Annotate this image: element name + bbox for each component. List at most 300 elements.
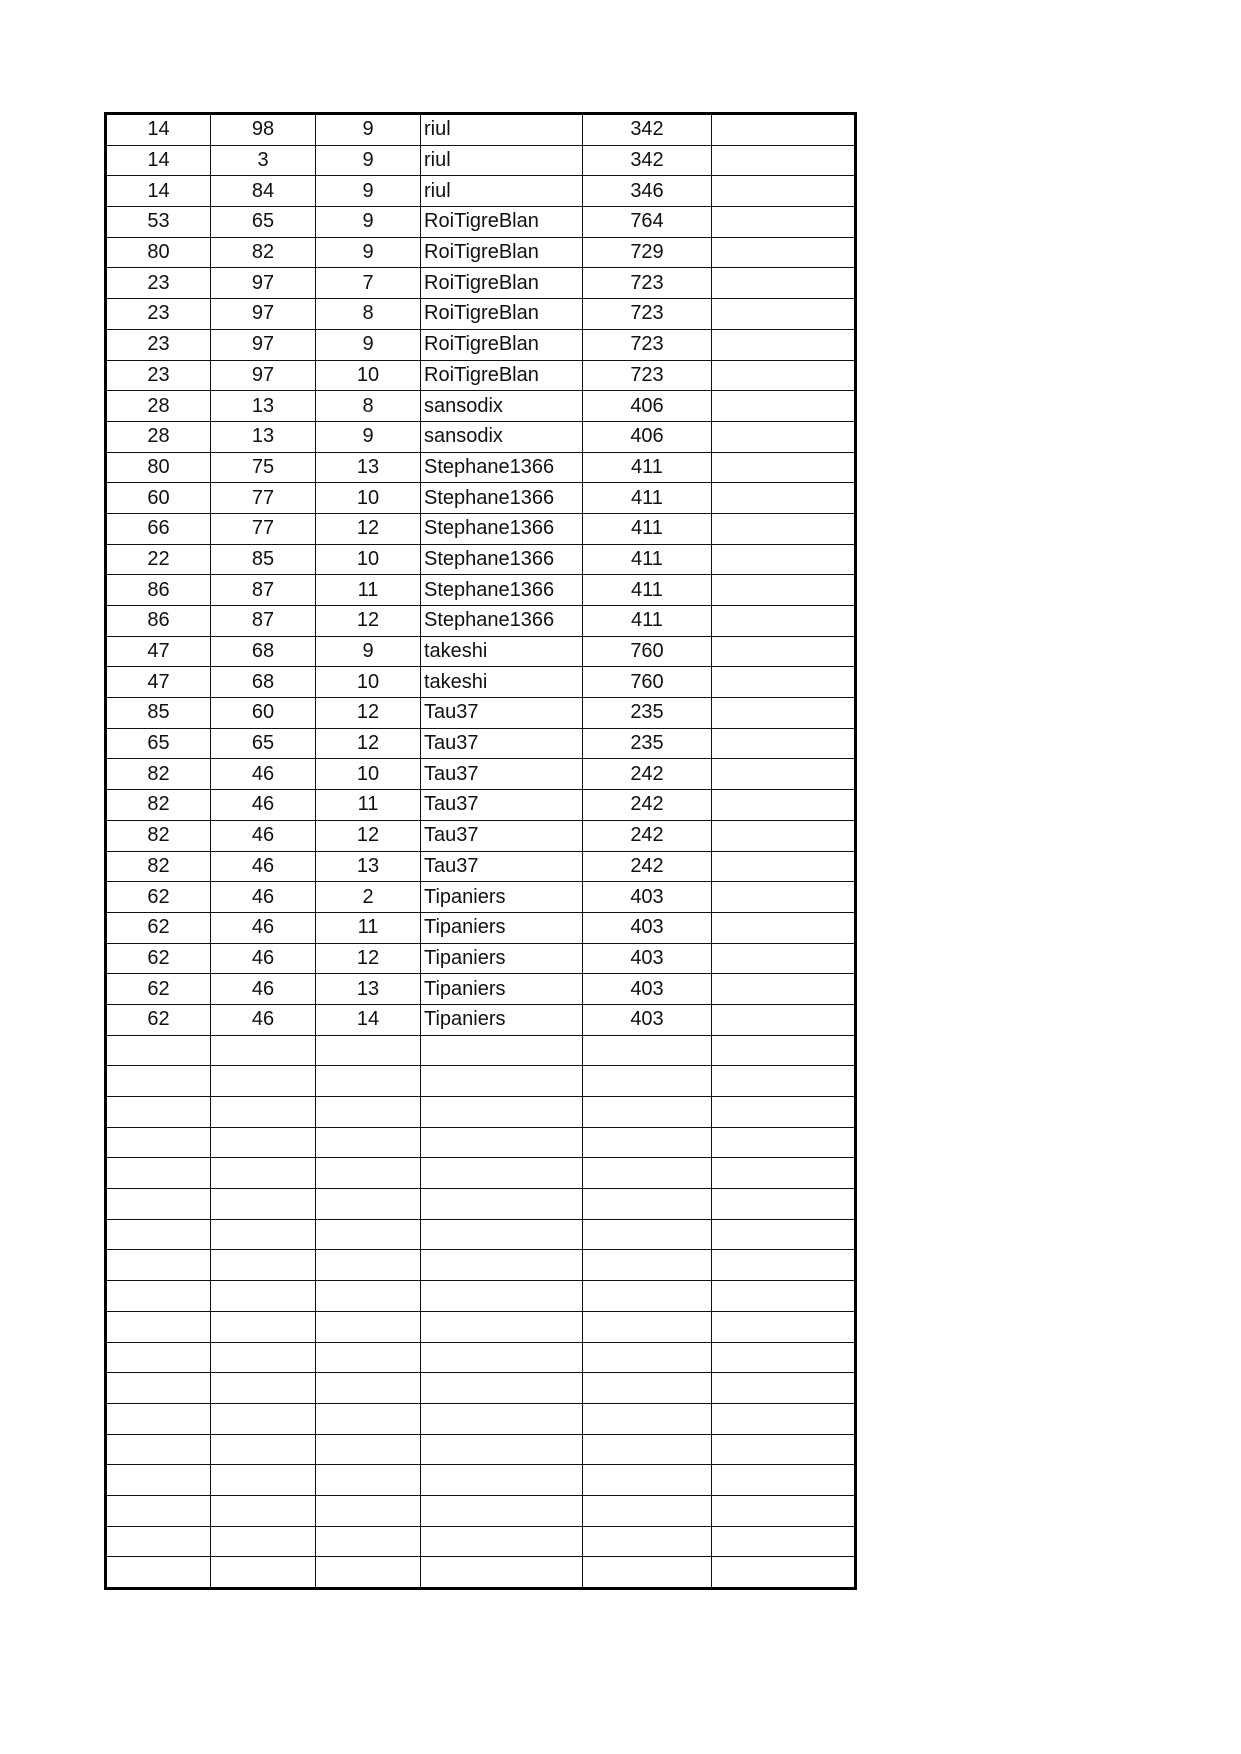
table-cell-col-b[interactable]: 60 [211, 698, 316, 729]
table-cell-name[interactable]: riul [421, 114, 583, 146]
table-cell-col-f[interactable] [712, 606, 856, 637]
table-cell-col-b[interactable] [211, 1526, 316, 1557]
table-cell-name[interactable]: takeshi [421, 667, 583, 698]
table-cell-col-b[interactable]: 46 [211, 851, 316, 882]
table-cell-col-b[interactable]: 68 [211, 667, 316, 698]
table-cell-col-a[interactable]: 23 [106, 360, 211, 391]
table-cell-col-a[interactable] [106, 1495, 211, 1526]
table-cell-col-f[interactable] [712, 1311, 856, 1342]
table-cell-col-b[interactable] [211, 1097, 316, 1128]
table-row [106, 698, 856, 729]
table-cell-col-b[interactable]: 3 [211, 145, 316, 176]
table-cell-col-c[interactable]: 9 [316, 145, 421, 176]
table-cell-col-a[interactable]: 82 [106, 759, 211, 790]
table-cell-col-b[interactable] [211, 1281, 316, 1312]
table-cell-col-f[interactable] [712, 1342, 856, 1373]
table-cell-col-f[interactable] [712, 1219, 856, 1250]
table-cell-col-f[interactable] [712, 268, 856, 299]
table-cell-name[interactable] [421, 1189, 583, 1220]
table-cell-col-f[interactable] [712, 698, 856, 729]
table-cell-col-b[interactable]: 46 [211, 974, 316, 1005]
table-cell-col-b[interactable] [211, 1189, 316, 1220]
table-cell-name[interactable]: Stephane1366 [421, 483, 583, 514]
table-cell-col-b[interactable]: 84 [211, 176, 316, 207]
table-cell-col-f[interactable] [712, 1281, 856, 1312]
table-cell-col-f[interactable] [712, 943, 856, 974]
table-cell-col-f[interactable] [712, 145, 856, 176]
table-cell-col-e[interactable]: 760 [583, 636, 712, 667]
empty-table-row [106, 1127, 856, 1158]
table-cell-col-a[interactable]: 85 [106, 698, 211, 729]
table-cell-col-f[interactable] [712, 1250, 856, 1281]
table-cell-col-b[interactable] [211, 1495, 316, 1526]
table-cell-col-b[interactable] [211, 1311, 316, 1342]
table-cell-col-a[interactable] [106, 1066, 211, 1097]
table-cell-col-f[interactable] [712, 1066, 856, 1097]
table-cell-col-c[interactable] [316, 1219, 421, 1250]
table-cell-name[interactable] [421, 1281, 583, 1312]
table-cell-name[interactable] [421, 1373, 583, 1404]
table-cell-col-a[interactable]: 53 [106, 207, 211, 238]
table-row [106, 237, 856, 268]
table-cell-col-f[interactable] [712, 1189, 856, 1220]
table-cell-col-a[interactable] [106, 1557, 211, 1589]
table-cell-name[interactable]: Tipaniers [421, 882, 583, 913]
table-cell-col-a[interactable] [106, 1373, 211, 1404]
table-cell-name[interactable] [421, 1342, 583, 1373]
table-cell-col-f[interactable] [712, 1127, 856, 1158]
table-cell-name[interactable]: sansodix [421, 391, 583, 422]
table-cell-col-e[interactable] [583, 1281, 712, 1312]
table-cell-col-f[interactable] [712, 1434, 856, 1465]
table-cell-name[interactable]: Tau37 [421, 698, 583, 729]
table-cell-col-a[interactable]: 82 [106, 851, 211, 882]
table-cell-col-f[interactable] [712, 1373, 856, 1404]
table-cell-col-b[interactable]: 46 [211, 912, 316, 943]
table-cell-col-c[interactable]: 9 [316, 237, 421, 268]
table-cell-col-a[interactable]: 86 [106, 575, 211, 606]
table-cell-col-b[interactable] [211, 1035, 316, 1066]
table-cell-col-f[interactable] [712, 667, 856, 698]
table-cell-name[interactable]: RoiTigreBlan [421, 207, 583, 238]
table-cell-col-c[interactable] [316, 1097, 421, 1128]
table-cell-col-c[interactable]: 10 [316, 360, 421, 391]
table-cell-col-b[interactable]: 68 [211, 636, 316, 667]
table-cell-col-b[interactable] [211, 1434, 316, 1465]
table-cell-col-c[interactable]: 11 [316, 790, 421, 821]
table-cell-col-e[interactable] [583, 1557, 712, 1589]
table-cell-col-e[interactable] [583, 1373, 712, 1404]
table-cell-col-f[interactable] [712, 452, 856, 483]
table-cell-col-c[interactable]: 9 [316, 176, 421, 207]
table-cell-col-c[interactable]: 9 [316, 329, 421, 360]
table-cell-col-b[interactable]: 97 [211, 329, 316, 360]
table-cell-name[interactable] [421, 1158, 583, 1189]
table-cell-col-e[interactable]: 760 [583, 667, 712, 698]
table-cell-col-c[interactable] [316, 1281, 421, 1312]
table-cell-col-c[interactable]: 7 [316, 268, 421, 299]
table-cell-col-a[interactable] [106, 1219, 211, 1250]
table-cell-col-e[interactable]: 764 [583, 207, 712, 238]
table-cell-col-a[interactable]: 62 [106, 1004, 211, 1035]
table-cell-col-f[interactable] [712, 391, 856, 422]
table-cell-col-b[interactable]: 87 [211, 606, 316, 637]
table-cell-col-f[interactable] [712, 1495, 856, 1526]
table-cell-col-b[interactable]: 77 [211, 483, 316, 514]
table-cell-col-f[interactable] [712, 1526, 856, 1557]
table-cell-col-b[interactable]: 77 [211, 513, 316, 544]
table-cell-col-c[interactable] [316, 1158, 421, 1189]
table-cell-col-f[interactable] [712, 421, 856, 452]
table-row [106, 820, 856, 851]
table-cell-name[interactable]: Tau37 [421, 851, 583, 882]
table-cell-col-a[interactable]: 66 [106, 513, 211, 544]
table-cell-col-a[interactable]: 62 [106, 974, 211, 1005]
table-cell-name[interactable]: Tipaniers [421, 1004, 583, 1035]
table-cell-name[interactable]: takeshi [421, 636, 583, 667]
table-cell-col-c[interactable]: 9 [316, 207, 421, 238]
table-cell-col-e[interactable] [583, 1189, 712, 1220]
table-cell-col-f[interactable] [712, 1097, 856, 1128]
table-cell-col-f[interactable] [712, 237, 856, 268]
table-cell-col-b[interactable] [211, 1066, 316, 1097]
table-cell-name[interactable]: RoiTigreBlan [421, 299, 583, 330]
table-cell-col-c[interactable]: 10 [316, 667, 421, 698]
table-cell-col-b[interactable]: 98 [211, 114, 316, 146]
table-cell-col-e[interactable]: 342 [583, 114, 712, 146]
table-cell-col-b[interactable]: 65 [211, 207, 316, 238]
table-cell-col-a[interactable] [106, 1189, 211, 1220]
table-cell-col-f[interactable] [712, 1158, 856, 1189]
table-cell-col-c[interactable]: 2 [316, 882, 421, 913]
table-cell-col-b[interactable]: 46 [211, 1004, 316, 1035]
table-cell-col-b[interactable] [211, 1465, 316, 1496]
table-row [106, 759, 856, 790]
table-cell-col-c[interactable]: 10 [316, 544, 421, 575]
table-cell-col-e[interactable]: 403 [583, 974, 712, 1005]
table-cell-name[interactable]: riul [421, 145, 583, 176]
table-cell-col-c[interactable] [316, 1250, 421, 1281]
table-cell-name[interactable] [421, 1127, 583, 1158]
table-cell-col-e[interactable]: 723 [583, 360, 712, 391]
table-cell-col-f[interactable] [712, 544, 856, 575]
table-cell-name[interactable]: Stephane1366 [421, 544, 583, 575]
table-cell-col-c[interactable] [316, 1465, 421, 1496]
table-cell-col-f[interactable] [712, 851, 856, 882]
table-cell-col-e[interactable] [583, 1127, 712, 1158]
table-cell-col-b[interactable] [211, 1373, 316, 1404]
table-cell-name[interactable]: RoiTigreBlan [421, 237, 583, 268]
table-cell-col-e[interactable]: 723 [583, 268, 712, 299]
table-cell-col-e[interactable] [583, 1434, 712, 1465]
table-cell-col-c[interactable]: 12 [316, 728, 421, 759]
table-cell-col-a[interactable] [106, 1250, 211, 1281]
table-cell-col-f[interactable] [712, 114, 856, 146]
table-row [106, 667, 856, 698]
table-cell-col-c[interactable]: 12 [316, 698, 421, 729]
table-cell-col-e[interactable]: 242 [583, 790, 712, 821]
table-cell-col-e[interactable]: 406 [583, 391, 712, 422]
table-cell-col-c[interactable] [316, 1189, 421, 1220]
table-cell-col-b[interactable]: 65 [211, 728, 316, 759]
table-cell-col-e[interactable]: 411 [583, 483, 712, 514]
table-cell-col-e[interactable] [583, 1311, 712, 1342]
table-cell-col-c[interactable] [316, 1373, 421, 1404]
table-cell-col-a[interactable] [106, 1342, 211, 1373]
table-cell-col-f[interactable] [712, 912, 856, 943]
table-cell-name[interactable] [421, 1557, 583, 1589]
table-cell-col-c[interactable] [316, 1403, 421, 1434]
table-cell-col-e[interactable] [583, 1097, 712, 1128]
table-cell-col-b[interactable]: 46 [211, 790, 316, 821]
table-cell-col-e[interactable]: 729 [583, 237, 712, 268]
table-cell-col-c[interactable] [316, 1127, 421, 1158]
table-cell-col-f[interactable] [712, 1403, 856, 1434]
table-cell-col-b[interactable]: 13 [211, 391, 316, 422]
table-cell-col-b[interactable]: 13 [211, 421, 316, 452]
table-cell-col-e[interactable] [583, 1035, 712, 1066]
table-cell-col-a[interactable]: 23 [106, 299, 211, 330]
table-cell-name[interactable]: RoiTigreBlan [421, 268, 583, 299]
table-cell-col-a[interactable]: 80 [106, 452, 211, 483]
table-cell-col-e[interactable] [583, 1158, 712, 1189]
table-cell-col-f[interactable] [712, 176, 856, 207]
table-cell-name[interactable]: Tau37 [421, 790, 583, 821]
table-cell-col-b[interactable]: 85 [211, 544, 316, 575]
table-cell-col-e[interactable]: 406 [583, 421, 712, 452]
table-cell-name[interactable]: Tipaniers [421, 912, 583, 943]
table-cell-col-a[interactable]: 80 [106, 237, 211, 268]
table-cell-col-f[interactable] [712, 207, 856, 238]
table-cell-col-a[interactable]: 82 [106, 790, 211, 821]
table-cell-col-a[interactable]: 23 [106, 268, 211, 299]
table-cell-col-f[interactable] [712, 1557, 856, 1589]
table-cell-col-a[interactable]: 14 [106, 176, 211, 207]
table-cell-name[interactable] [421, 1434, 583, 1465]
table-cell-col-e[interactable]: 346 [583, 176, 712, 207]
table-cell-col-b[interactable]: 46 [211, 820, 316, 851]
table-cell-col-c[interactable] [316, 1495, 421, 1526]
table-cell-name[interactable] [421, 1066, 583, 1097]
table-cell-col-a[interactable]: 14 [106, 145, 211, 176]
table-cell-col-b[interactable]: 97 [211, 360, 316, 391]
table-cell-col-f[interactable] [712, 575, 856, 606]
table-cell-col-b[interactable]: 46 [211, 882, 316, 913]
table-cell-col-c[interactable]: 11 [316, 575, 421, 606]
table-cell-name[interactable]: Stephane1366 [421, 606, 583, 637]
table-cell-col-a[interactable]: 47 [106, 636, 211, 667]
table-cell-col-a[interactable]: 28 [106, 391, 211, 422]
table-cell-col-e[interactable]: 411 [583, 575, 712, 606]
table-cell-col-e[interactable] [583, 1526, 712, 1557]
table-cell-name[interactable]: Tipaniers [421, 974, 583, 1005]
table-cell-col-b[interactable] [211, 1342, 316, 1373]
table-cell-col-c[interactable]: 8 [316, 299, 421, 330]
table-cell-name[interactable]: Stephane1366 [421, 513, 583, 544]
table-cell-name[interactable]: Stephane1366 [421, 452, 583, 483]
table-cell-col-a[interactable]: 86 [106, 606, 211, 637]
table-cell-col-e[interactable]: 242 [583, 820, 712, 851]
table-cell-col-e[interactable] [583, 1250, 712, 1281]
table-cell-col-b[interactable] [211, 1557, 316, 1589]
table-cell-name[interactable] [421, 1035, 583, 1066]
table-cell-name[interactable] [421, 1219, 583, 1250]
table-cell-name[interactable]: Tau37 [421, 759, 583, 790]
table-cell-name[interactable]: sansodix [421, 421, 583, 452]
table-cell-col-f[interactable] [712, 513, 856, 544]
table-cell-name[interactable]: RoiTigreBlan [421, 329, 583, 360]
table-cell-col-a[interactable] [106, 1311, 211, 1342]
table-cell-col-e[interactable] [583, 1403, 712, 1434]
empty-table-row [106, 1311, 856, 1342]
table-cell-col-e[interactable]: 411 [583, 452, 712, 483]
table-cell-col-c[interactable]: 14 [316, 1004, 421, 1035]
table-cell-col-e[interactable]: 403 [583, 882, 712, 913]
table-cell-col-e[interactable]: 342 [583, 145, 712, 176]
table-cell-col-e[interactable] [583, 1219, 712, 1250]
table-cell-col-e[interactable]: 403 [583, 1004, 712, 1035]
table-row [106, 114, 856, 146]
table-cell-name[interactable]: Tipaniers [421, 943, 583, 974]
empty-table-row [106, 1250, 856, 1281]
table-cell-name[interactable]: Tau37 [421, 820, 583, 851]
table-cell-name[interactable]: Tau37 [421, 728, 583, 759]
table-cell-col-a[interactable]: 62 [106, 882, 211, 913]
table-cell-col-b[interactable]: 82 [211, 237, 316, 268]
table-cell-col-a[interactable]: 65 [106, 728, 211, 759]
table-cell-name[interactable] [421, 1526, 583, 1557]
table-cell-col-b[interactable]: 97 [211, 268, 316, 299]
table-cell-col-f[interactable] [712, 299, 856, 330]
table-cell-name[interactable] [421, 1495, 583, 1526]
table-cell-name[interactable] [421, 1311, 583, 1342]
table-cell-col-a[interactable] [106, 1403, 211, 1434]
table-cell-col-b[interactable] [211, 1158, 316, 1189]
table-cell-col-e[interactable]: 411 [583, 544, 712, 575]
table-cell-col-e[interactable]: 242 [583, 851, 712, 882]
table-cell-col-c[interactable]: 9 [316, 421, 421, 452]
table-cell-col-c[interactable]: 8 [316, 391, 421, 422]
table-cell-col-c[interactable]: 12 [316, 943, 421, 974]
table-cell-col-f[interactable] [712, 974, 856, 1005]
table-cell-col-a[interactable]: 82 [106, 820, 211, 851]
table-cell-col-c[interactable] [316, 1434, 421, 1465]
table-cell-col-c[interactable] [316, 1311, 421, 1342]
table-cell-col-f[interactable] [712, 636, 856, 667]
table-cell-col-b[interactable]: 97 [211, 299, 316, 330]
table-cell-col-a[interactable] [106, 1158, 211, 1189]
table-cell-col-c[interactable]: 12 [316, 513, 421, 544]
table-cell-col-e[interactable] [583, 1342, 712, 1373]
table-cell-col-e[interactable] [583, 1495, 712, 1526]
table-cell-col-a[interactable]: 28 [106, 421, 211, 452]
table-cell-col-e[interactable]: 403 [583, 912, 712, 943]
table-cell-col-c[interactable]: 13 [316, 851, 421, 882]
table-cell-col-f[interactable] [712, 759, 856, 790]
table-cell-col-e[interactable]: 242 [583, 759, 712, 790]
table-cell-name[interactable]: Stephane1366 [421, 575, 583, 606]
table-cell-col-e[interactable]: 235 [583, 698, 712, 729]
table-cell-col-c[interactable] [316, 1342, 421, 1373]
table-cell-col-a[interactable] [106, 1434, 211, 1465]
table-cell-col-b[interactable] [211, 1403, 316, 1434]
table-cell-col-b[interactable]: 75 [211, 452, 316, 483]
table-cell-col-e[interactable]: 723 [583, 329, 712, 360]
table-cell-col-f[interactable] [712, 820, 856, 851]
table-cell-col-f[interactable] [712, 882, 856, 913]
table-cell-col-a[interactable] [106, 1526, 211, 1557]
table-cell-col-e[interactable]: 723 [583, 299, 712, 330]
table-cell-col-b[interactable]: 46 [211, 943, 316, 974]
table-cell-col-c[interactable]: 10 [316, 483, 421, 514]
table-row [106, 1004, 856, 1035]
table-cell-col-f[interactable] [712, 1465, 856, 1496]
table-row [106, 207, 856, 238]
empty-table-row [106, 1557, 856, 1589]
table-cell-col-e[interactable]: 235 [583, 728, 712, 759]
table-cell-col-c[interactable]: 13 [316, 452, 421, 483]
table-cell-col-a[interactable] [106, 1035, 211, 1066]
table-cell-col-e[interactable]: 411 [583, 606, 712, 637]
table-cell-col-a[interactable]: 23 [106, 329, 211, 360]
table-cell-col-c[interactable]: 10 [316, 759, 421, 790]
table-cell-col-c[interactable]: 9 [316, 114, 421, 146]
table-cell-col-b[interactable]: 46 [211, 759, 316, 790]
table-cell-col-f[interactable] [712, 790, 856, 821]
table-cell-col-b[interactable] [211, 1250, 316, 1281]
table-cell-col-c[interactable]: 11 [316, 912, 421, 943]
table-cell-col-a[interactable]: 62 [106, 912, 211, 943]
table-cell-col-b[interactable] [211, 1219, 316, 1250]
table-cell-col-f[interactable] [712, 1004, 856, 1035]
table-cell-col-c[interactable]: 12 [316, 606, 421, 637]
table-cell-col-e[interactable] [583, 1465, 712, 1496]
table-cell-col-a[interactable] [106, 1281, 211, 1312]
table-cell-col-f[interactable] [712, 728, 856, 759]
table-cell-name[interactable] [421, 1465, 583, 1496]
table-cell-col-e[interactable] [583, 1066, 712, 1097]
table-cell-col-a[interactable] [106, 1127, 211, 1158]
table-cell-col-a[interactable] [106, 1465, 211, 1496]
table-cell-name[interactable] [421, 1250, 583, 1281]
table-cell-col-c[interactable] [316, 1526, 421, 1557]
table-cell-col-a[interactable]: 47 [106, 667, 211, 698]
table-cell-col-c[interactable] [316, 1066, 421, 1097]
table-cell-col-f[interactable] [712, 329, 856, 360]
table-cell-col-e[interactable]: 411 [583, 513, 712, 544]
table-cell-col-b[interactable]: 87 [211, 575, 316, 606]
table-cell-col-f[interactable] [712, 483, 856, 514]
table-cell-col-c[interactable] [316, 1557, 421, 1589]
table-cell-col-f[interactable] [712, 1035, 856, 1066]
table-cell-col-c[interactable] [316, 1035, 421, 1066]
table-cell-col-a[interactable]: 22 [106, 544, 211, 575]
table-cell-col-a[interactable]: 62 [106, 943, 211, 974]
table-cell-name[interactable]: RoiTigreBlan [421, 360, 583, 391]
table-cell-col-a[interactable]: 60 [106, 483, 211, 514]
table-cell-name[interactable] [421, 1403, 583, 1434]
table-cell-col-a[interactable]: 14 [106, 114, 211, 146]
table-cell-col-b[interactable] [211, 1127, 316, 1158]
table-cell-name[interactable]: riul [421, 176, 583, 207]
table-cell-col-c[interactable]: 13 [316, 974, 421, 1005]
table-cell-col-f[interactable] [712, 360, 856, 391]
table-cell-col-c[interactable]: 9 [316, 636, 421, 667]
table-cell-name[interactable] [421, 1097, 583, 1128]
table-cell-col-c[interactable]: 12 [316, 820, 421, 851]
table-cell-col-e[interactable]: 403 [583, 943, 712, 974]
table-cell-col-a[interactable] [106, 1097, 211, 1128]
